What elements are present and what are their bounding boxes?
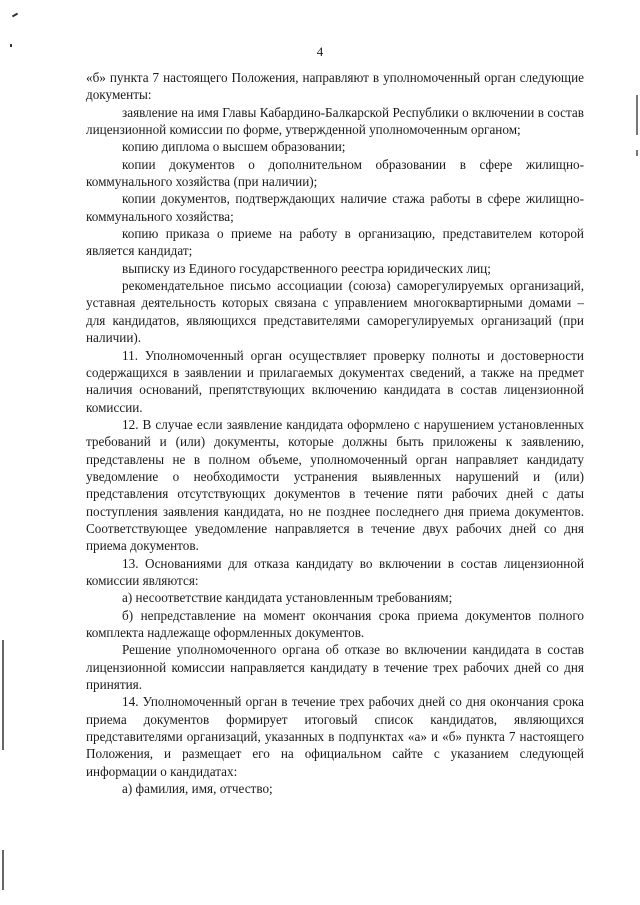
scan-mark-left-bottom — [2, 640, 4, 750]
paragraph-diploma: копию диплома о высшем образовании; — [122, 139, 346, 155]
paragraph-recommendation-letter: рекомендательное письмо ассоциации (союза) саморегулируемых организаций, уставная деятельность которых связана с управлением многоквартирными домами – для кандидатов, являющихся представителями саморегулируемых организаций (при наличии). — [86, 278, 584, 346]
paragraph-application: заявление на имя Главы Кабардино-Балкарской Республики о включении в состав лицензионной комиссии по форме, утвержденной уполномоченным органом; — [86, 104, 584, 138]
list-item-13b: б) непредставление на момент окончания срока приема документов полного комплекта надлежаще оформленных документов. — [86, 607, 584, 640]
paragraph-employment-order: копию приказа о приеме на работу в организацию, представителем которой является кандидат; — [86, 226, 584, 259]
paragraph-documents-intro: «б» пункта 7 настоящего Положения, направляют в уполномоченный орган следующие документы: — [86, 70, 584, 103]
paragraph-item-11: 11. Уполномоченный орган осуществляет проверку полноты и достоверности содержащихся в заявлении и прилагаемых документах сведений, а также на предмет наличия оснований, препятствующих включению кандидата в состав лицензионной комиссии. — [86, 347, 584, 415]
page-number: 4 — [316, 44, 324, 59]
list-item-14a: а) фамилия, имя, отчество; — [122, 781, 273, 797]
scan-mark-right-1 — [636, 95, 638, 135]
scan-mark-left-bottom-2 — [2, 850, 4, 890]
document-body — [86, 69, 584, 797]
scan-mark-right-2 — [636, 150, 638, 156]
paragraph-item-13: 13. Основаниями для отказа кандидату во включении в состав лицензионной комиссии являются: — [86, 555, 584, 588]
paragraph-additional-education: копии документов о дополнительном образовании в сфере жилищно-коммунального хозяйства (при наличии); — [86, 156, 584, 190]
paragraph-item-14: 14. Уполномоченный орган в течение трех рабочих дней со дня окончания срока приема документов формирует итоговый список кандидатов, являющихся представителями организаций, указанных в подпунктах «а» и «б» пункта 7 настоящего Положения, и размещает его на официальном сайте с указанием следующей информации о кандидатах: — [86, 694, 584, 779]
paragraph-registry-extract: выписку из Единого государственного реестра юридических лиц; — [122, 260, 491, 276]
paragraph-item-12: 12. В случае если заявление кандидата оформлено с нарушением установленных требований и (или) документы, которые должны быть приложены к заявлению, представлены не в полном объеме, уполномоченный орган направляет кандидату уведомление о необходимости устранения выявленных нарушений и (или) представления отсутствующих документов в течение пяти рабочих дней с даты поступления заявления кандидата, но не позднее последнего дня приема документов. Соответствующее уведомление направляется в течение двух рабочих дней со дня приема документов. — [86, 416, 584, 554]
paragraph-work-experience: копии документов, подтверждающих наличие стажа работы в сфере жилищно-коммунального хозяйства; — [86, 191, 584, 224]
paragraph-refusal-decision: Решение уполномоченного органа об отказе во включении кандидата в состав лицензионной комиссии направляется кандидату в течение трех рабочих дней со дня принятия. — [86, 642, 584, 693]
list-item-13a: а) несоответствие кандидата установленным требованиям; — [122, 590, 453, 606]
scan-mark-left — [10, 44, 12, 47]
scan-mark-top-left — [12, 13, 18, 18]
